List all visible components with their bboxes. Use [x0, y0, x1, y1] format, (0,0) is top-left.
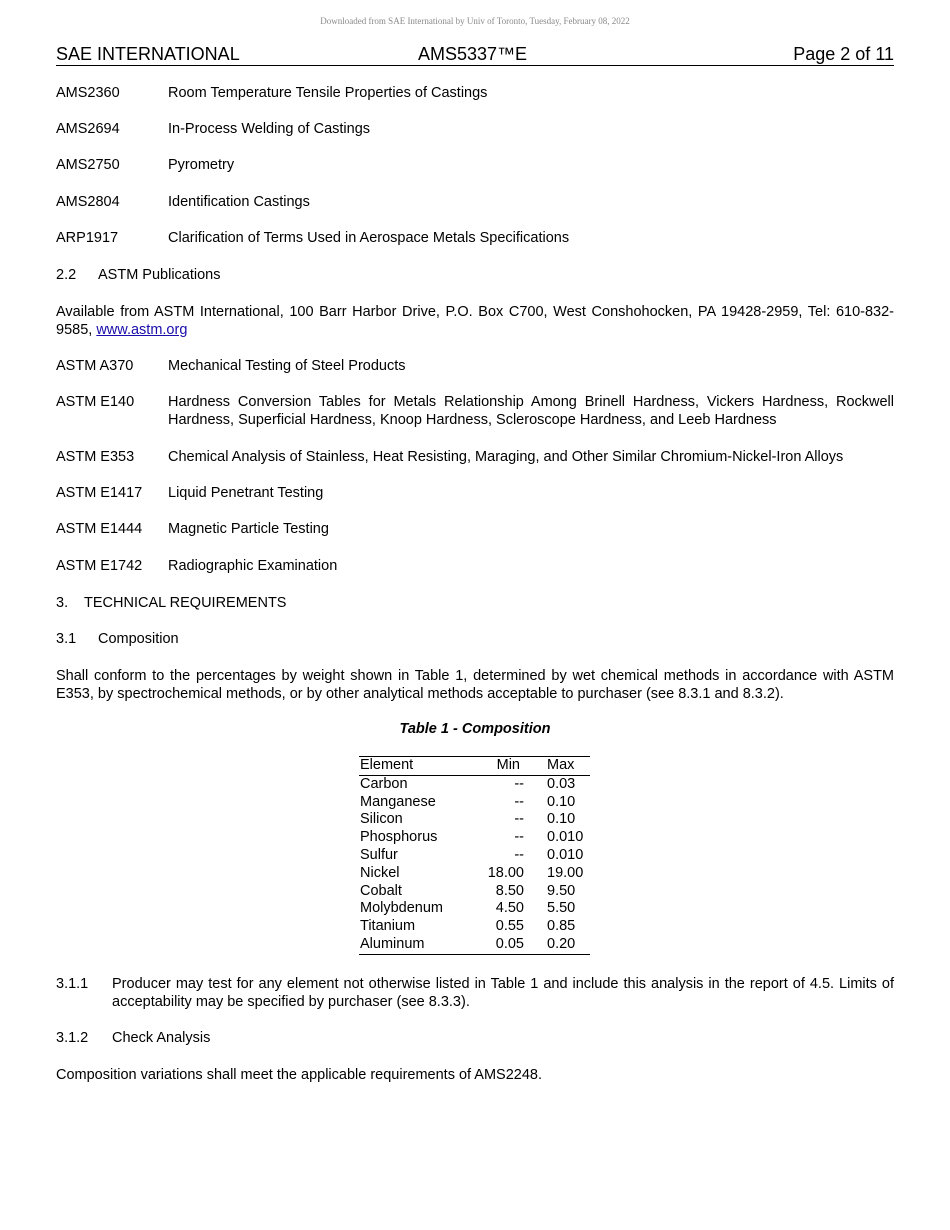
ref-code: AMS2360: [56, 85, 120, 101]
ref-title: Chemical Analysis of Stainless, Heat Resisting, Maraging, and Other Similar Chromium-Nickel-Iron Alloys: [168, 449, 844, 465]
min-cell: --: [514, 829, 524, 846]
table-row: [359, 775, 590, 793]
table-caption: Table 1 - Composition: [399, 721, 551, 737]
composition-paragraph: Shall conform to the percentages by weight shown in Table 1, determined by wet chemical methods in accordance with ASTM E353, by spectrochemical methods, or by other analytical methods acceptable to purchaser (see 8.3.1 and 8.3.2).: [56, 668, 894, 702]
element-cell: Carbon: [360, 775, 408, 792]
max-cell: 0.03: [547, 775, 576, 792]
element-cell: Aluminum: [360, 935, 425, 952]
ref-title: Mechanical Testing of Steel Products: [168, 358, 406, 374]
section-heading: Check Analysis: [112, 1030, 211, 1046]
table-row: [359, 829, 590, 847]
table-header-row: [359, 757, 590, 776]
ref-code: AMS2694: [56, 121, 120, 137]
min-cell: --: [514, 793, 524, 810]
ref-title: Pyrometry: [168, 157, 235, 173]
astm-availability: [56, 303, 894, 339]
max-cell: 0.010: [547, 829, 584, 846]
section-heading: Composition: [98, 631, 179, 647]
ref-code: ASTM E140: [56, 394, 135, 410]
ref-title: Radiographic Examination: [168, 558, 338, 574]
section-number: 3.1.2: [56, 1030, 89, 1046]
max-cell: 19.00: [547, 864, 584, 881]
element-cell: Cobalt: [360, 882, 402, 899]
table-row: [359, 883, 590, 901]
element-cell: Silicon: [360, 811, 403, 828]
element-cell: Titanium: [360, 918, 416, 935]
max-cell: 0.10: [547, 793, 576, 810]
ref-code: ASTM E1417: [56, 485, 143, 501]
min-cell: 0.05: [495, 935, 524, 952]
download-watermark: Downloaded from SAE International by Univ of Toronto, Tuesday, February 08, 2022: [320, 16, 630, 26]
max-cell: 0.010: [547, 846, 584, 863]
ref-title: In-Process Welding of Castings: [168, 121, 371, 137]
availability-text: Available from ASTM International, 100 Barr Harbor Drive, P.O. Box C700, West Conshohocken, PA 19428-2959, Tel: 610-832-9585,: [56, 304, 894, 338]
table-row: [359, 794, 590, 812]
table-row: [359, 811, 590, 829]
ref-code: ASTM E353: [56, 449, 135, 465]
element-cell: Nickel: [360, 864, 400, 881]
page-header: [56, 44, 894, 66]
table-row: [359, 900, 590, 918]
ref-code: AMS2804: [56, 194, 120, 210]
header-org: SAE INTERNATIONAL: [56, 44, 240, 64]
ref-title: Liquid Penetrant Testing: [168, 485, 324, 501]
min-cell: 4.50: [495, 900, 524, 917]
ref-code: ASTM E1742: [56, 558, 143, 574]
section-number: 3.: [56, 595, 69, 611]
section-heading: ASTM Publications: [98, 267, 221, 283]
section-number: 2.2: [56, 267, 77, 283]
check-analysis-paragraph: Composition variations shall meet the applicable requirements of AMS2248.: [56, 1067, 543, 1083]
header-doc-number: AMS5337™E: [418, 44, 528, 64]
table-row: [359, 936, 590, 954]
table-row: [359, 918, 590, 936]
ref-code: ARP1917: [56, 230, 119, 246]
column-header: Max: [524, 757, 590, 776]
ref-code: ASTM E1444: [56, 521, 143, 537]
max-cell: 5.50: [547, 900, 576, 917]
column-header: Min: [477, 757, 524, 776]
header-page-number: Page 2 of 11: [793, 44, 894, 64]
composition-table: [359, 756, 590, 955]
section-heading: TECHNICAL REQUIREMENTS: [84, 595, 287, 611]
ref-code: ASTM A370: [56, 358, 134, 374]
table-row: [359, 847, 590, 865]
min-cell: 8.50: [495, 882, 524, 899]
min-cell: --: [514, 811, 524, 828]
element-cell: Sulfur: [360, 846, 398, 863]
max-cell: 0.10: [547, 811, 576, 828]
element-cell: Manganese: [360, 793, 436, 810]
ref-title: Identification Castings: [168, 194, 310, 210]
min-cell: 0.55: [495, 918, 524, 935]
column-header: Element: [359, 757, 477, 776]
ref-title: Magnetic Particle Testing: [168, 521, 329, 537]
section-number: 3.1.1: [56, 976, 89, 992]
table-row: [359, 865, 590, 883]
section-paragraph: Producer may test for any element not otherwise listed in Table 1 and include this analysis in the report of 4.5. Limits of acceptability may be specified by purchaser (see 8.3.3).: [112, 976, 894, 1010]
min-cell: 18.00: [487, 864, 524, 881]
ref-title: Room Temperature Tensile Properties of Castings: [168, 85, 488, 101]
max-cell: 9.50: [547, 882, 576, 899]
section-number: 3.1: [56, 631, 77, 647]
ref-title: Hardness Conversion Tables for Metals Relationship Among Brinell Hardness, Vickers Hardness, Rockwell Hardness, Superficial Hardness, Knoop Hardness, Scleroscope Hardness, and Leeb Hardness: [168, 394, 894, 428]
max-cell: 0.85: [547, 918, 576, 935]
min-cell: --: [514, 775, 524, 792]
ref-code: AMS2750: [56, 157, 120, 173]
astm-website-link[interactable]: www.astm.org: [96, 322, 188, 338]
element-cell: Phosphorus: [360, 829, 438, 846]
max-cell: 0.20: [547, 935, 576, 952]
element-cell: Molybdenum: [360, 900, 444, 917]
min-cell: --: [514, 846, 524, 863]
ref-title: Clarification of Terms Used in Aerospace Metals Specifications: [168, 230, 570, 246]
